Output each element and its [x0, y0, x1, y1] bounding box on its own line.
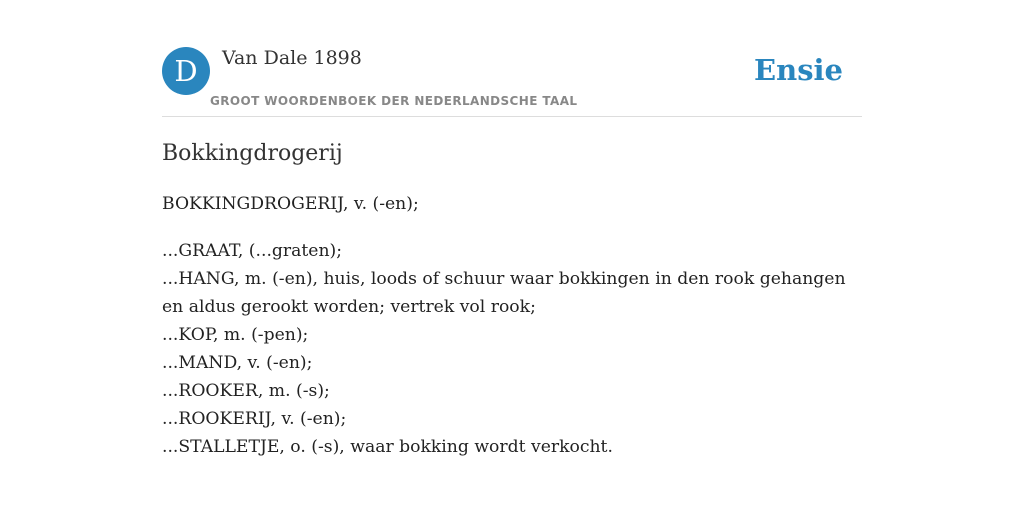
dictionary-title[interactable]: Van Dale 1898: [222, 47, 362, 69]
dictionary-header: [162, 46, 862, 117]
entry-headword: Bokkingdrogerij: [162, 141, 343, 166]
entry-content: [162, 138, 862, 461]
sub-entry: ...ROOKERIJ, v. (-en);: [162, 409, 347, 429]
sub-entry: ...HANG, m. (-en), huis, loods of schuur waar bokkingen in den rook gehangen en aldus gerookt worden; vertrek vol rook;: [162, 269, 846, 317]
sub-entry: ...STALLETJE, o. (-s), waar bokking wordt verkocht.: [162, 437, 613, 457]
sub-entry: ...GRAAT, (...graten);: [162, 241, 343, 261]
sub-entry: ...KOP, m. (-pen);: [162, 325, 309, 345]
entry-definition: BOKKINGDROGERIJ, v. (-en);: [162, 194, 419, 214]
sub-entry: ...MAND, v. (-en);: [162, 353, 313, 373]
ensie-logo[interactable]: Ensie: [754, 53, 843, 87]
sub-entry: ...ROOKER, m. (-s);: [162, 381, 330, 401]
dictionary-subtitle: GROOT WOORDENBOEK DER NEDERLANDSCHE TAAL: [210, 94, 578, 108]
dictionary-avatar[interactable]: D: [162, 47, 210, 95]
sub-entry-list: [162, 237, 862, 461]
